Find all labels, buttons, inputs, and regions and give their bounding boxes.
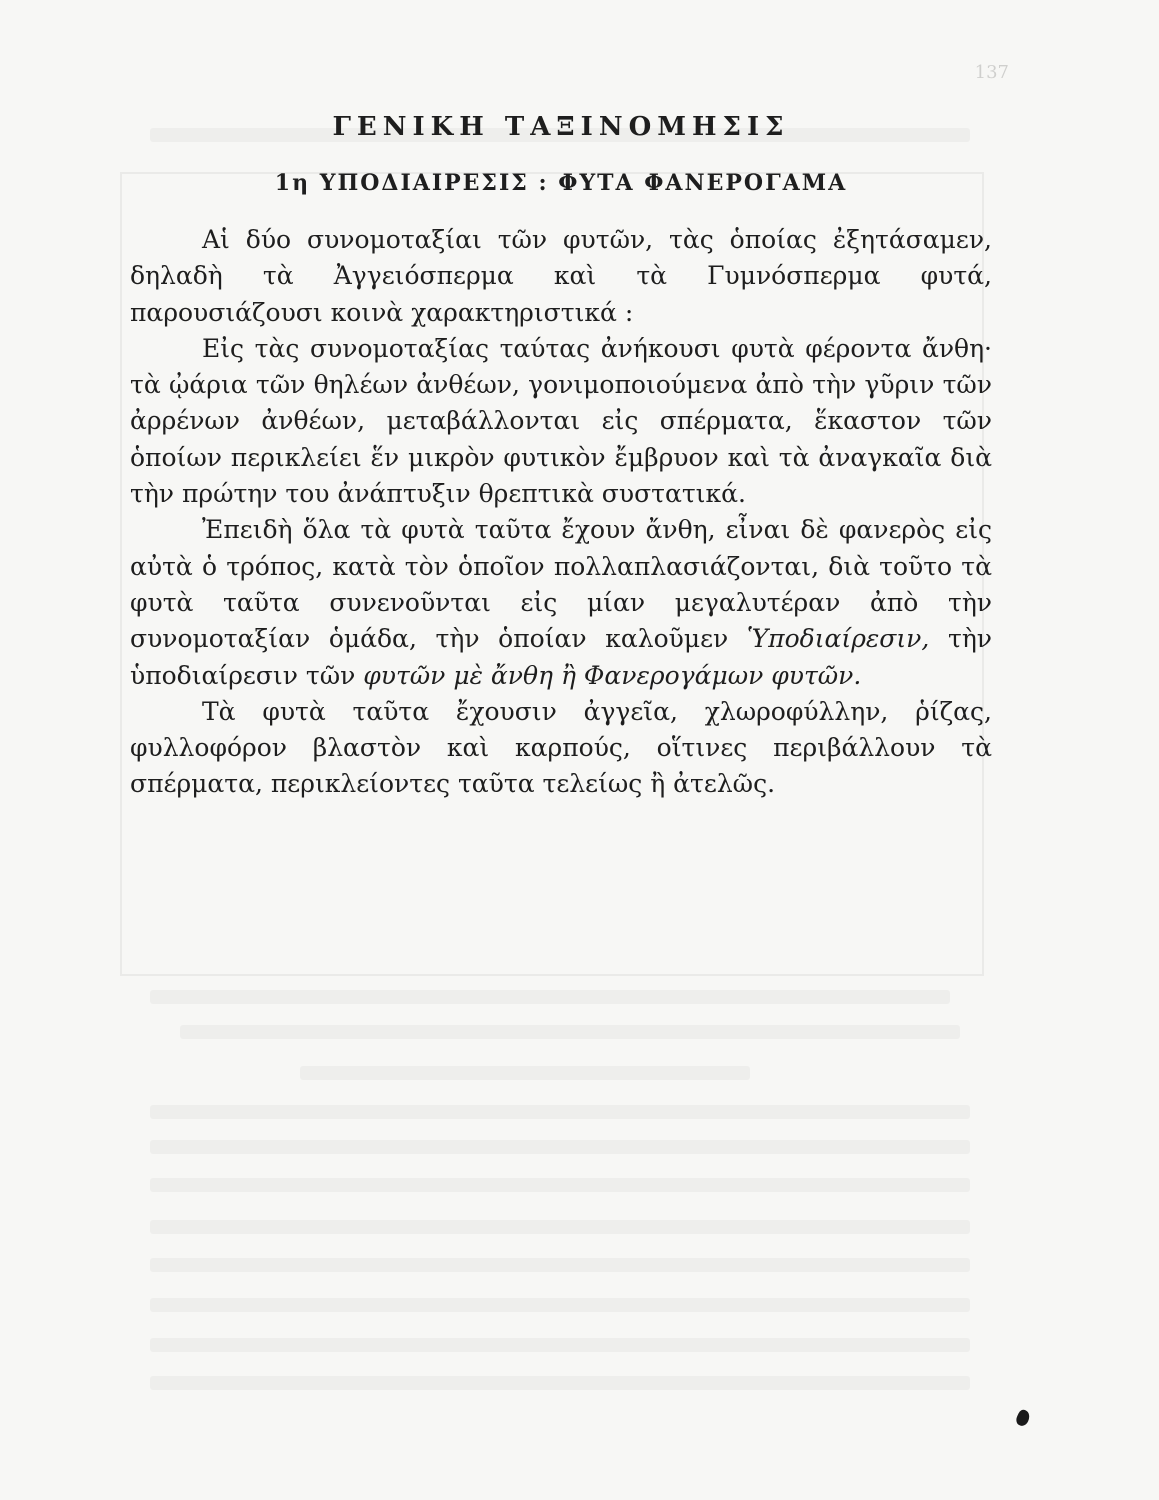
bleed-through-line xyxy=(150,1298,970,1312)
bleed-through-line xyxy=(150,1105,970,1119)
ink-smudge xyxy=(1014,1408,1032,1428)
paragraph-3 xyxy=(130,512,992,693)
bleed-through-line xyxy=(150,1376,970,1390)
paragraph-3-text-a: Ἐπειδὴ ὅλα τὰ φυτὰ ταῦτα ἔχουν ἄνθη, εἶναι δὲ φανερὸς εἰς αὐτὰ ὁ τρόπος, κατὰ τὸν ὁποῖον πολλαπλασιάζονται, διὰ τοῦτο τὰ φυτὰ ταῦτα συνενοῦνται εἰς μίαν μεγαλυτέραν ἀπὸ τὴν συνομοταξίαν ὁμάδα, τὴν ὁποίαν καλοῦμεν xyxy=(130,515,992,654)
bleed-through-line xyxy=(150,1140,970,1154)
bleed-through-line xyxy=(300,1066,750,1080)
page-content xyxy=(130,112,992,803)
paragraph-3-italic-a: Ὑποδιαίρεσιν, xyxy=(746,624,930,654)
bleed-through-line xyxy=(150,990,950,1004)
paragraph-2: Εἰς τὰς συνομοταξίας ταύτας ἀνήκουσι φυτὰ φέροντα ἄνθη· τὰ ᾠάρια τῶν θηλέων ἀνθέων, γονιμοποιούμενα ἀπὸ τὴν γῦριν τῶν ἀρρένων ἀνθέων, μεταβάλλονται εἰς σπέρματα, ἕκαστον τῶν ὁποίων περικλείει ἕν μικρὸν φυτικὸν ἔμβρυον καὶ τὰ ἀναγκαῖα διὰ τὴν πρώτην του ἀνάπτυξιν θρεπτικὰ συστατικά. xyxy=(130,333,992,509)
section-subtitle: 1η ΥΠΟΔΙΑΙΡΕΣΙΣ : ΦΥΤΑ ΦΑΝΕΡΟΓΑΜΑ xyxy=(274,170,848,196)
main-title: ΓΕΝΙΚΗ ΤΑΞΙΝΟΜΗΣΙΣ xyxy=(332,112,790,142)
bleed-through-line xyxy=(150,1338,970,1352)
bleed-through-line xyxy=(150,1220,970,1234)
paragraph-4: Τὰ φυτὰ ταῦτα ἔχουσιν ἀγγεῖα, χλωροφύλλην, ῥίζας, φυλλοφόρον βλαστὸν καὶ καρπούς, οἵτινες περιβάλλουν τὰ σπέρματα, περικλείοντες ταῦτα τελείως ἢ ἀτελῶς. xyxy=(130,696,992,799)
bleed-through-line xyxy=(150,1258,970,1272)
page-number: 137 xyxy=(974,62,1009,83)
bleed-through-line xyxy=(150,1178,970,1192)
paragraph-3-italic-b: φυτῶν μὲ ἄνθη ἢ Φανερογάμων φυτῶν. xyxy=(363,660,862,690)
bleed-through-line xyxy=(180,1025,960,1039)
paragraph-1: Αἱ δύο συνομοταξίαι τῶν φυτῶν, τὰς ὁποίας ἐξητάσαμεν, δηλαδὴ τὰ Ἀγγειόσπερμα καὶ τὰ Γυμνόσπερμα φυτά, παρουσιάζουσι κοινὰ χαρακτηριστικά : xyxy=(130,225,992,327)
paragraph-3-text-b: τὴν ὑποδιαίρεσιν τῶν xyxy=(130,624,992,690)
